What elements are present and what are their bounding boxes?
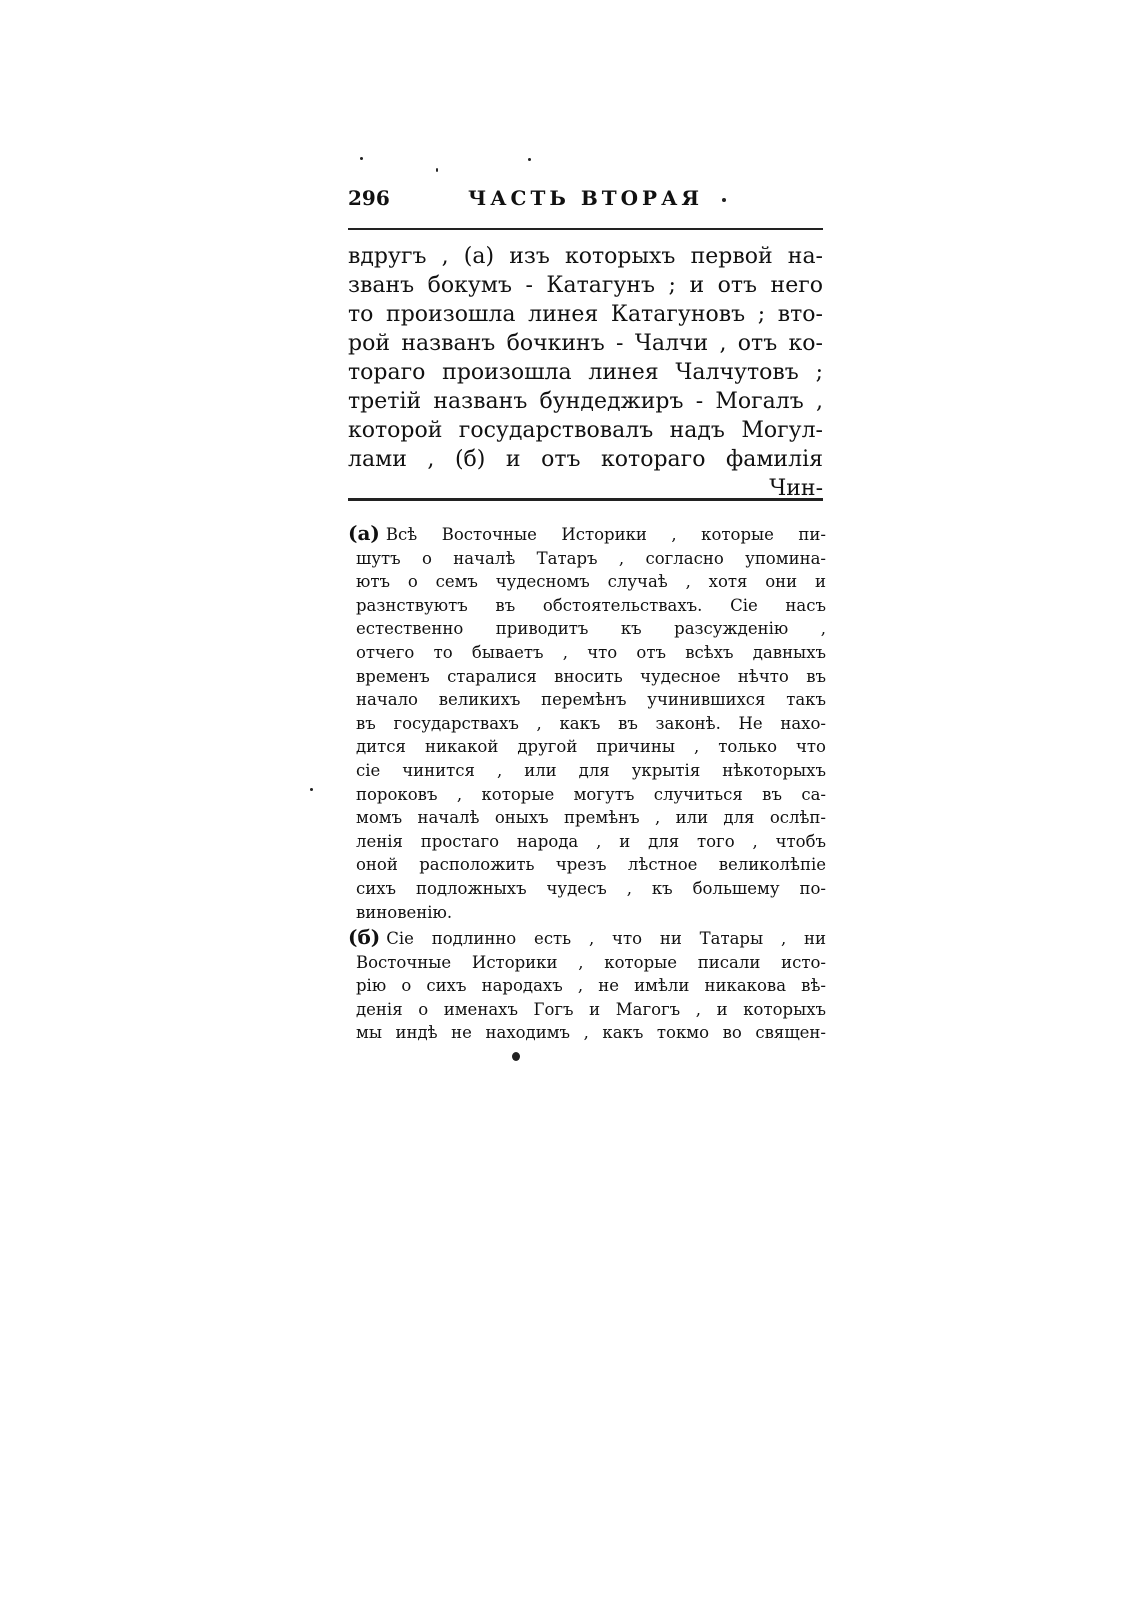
ink-speck: [436, 168, 438, 172]
main-text-line: лами , (б) и отъ котораго фамилія: [348, 447, 823, 472]
footnote-b: [348, 926, 826, 1045]
footnote-line: момъ началѣ оныхъ премѣнъ , или для ослѣп-: [356, 808, 826, 828]
ink-speck: [512, 1052, 520, 1061]
footnote-line: ютъ о семъ чудесномъ случаѣ , хотя они и: [356, 572, 826, 592]
footnote-line: отчего то бываетъ , что отъ всѣхъ давныхъ: [356, 642, 826, 662]
footnote-line: шутъ о началѣ Татаръ , согласно упомина-: [356, 548, 826, 568]
ink-speck: [310, 788, 313, 791]
catchword: Чин-: [769, 476, 823, 501]
footnote-line: въ государствахъ , какъ въ законѣ. Не нахо-: [356, 713, 826, 733]
footnote-line: виновенію.: [356, 902, 453, 922]
running-head: ЧАСТЬ ВТОРАЯ: [468, 186, 703, 210]
footnote-line: пороковъ , которые могутъ случиться въ са-: [356, 784, 826, 804]
footnote-line: [348, 522, 826, 547]
footnote-line: оной расположить чрезъ лѣстное великолѣпіе: [356, 855, 826, 875]
footnote-line: денія о именахъ Гогъ и Магогъ , и которыхъ: [356, 999, 826, 1019]
footnote-line: естественно приводитъ къ разсужденію ,: [356, 619, 826, 639]
ink-speck: [360, 157, 363, 160]
header-rule: [348, 228, 823, 230]
footnote-rule: [348, 498, 823, 501]
main-text-line: тораго произошла линея Чалчутовъ ;: [348, 360, 823, 385]
footnote-line: временъ старалися вносить чудесное нѣчто въ: [356, 666, 826, 686]
main-text-line: то произошла линея Катагуновъ ; вто-: [348, 302, 823, 327]
page-number: 296: [348, 186, 390, 210]
footnote-text: Сіе подлинно есть , что ни Татары , ни: [386, 929, 826, 949]
footnote-line: мы индѣ не находимъ , какъ токмо во священ-: [356, 1023, 826, 1043]
footnote-line: рію о сихъ народахъ , не имѣли никакова вѣ-: [356, 976, 826, 996]
page-header: [348, 186, 828, 216]
footnote-line: разнствуютъ въ обстоятельствахъ. Сіе насъ: [356, 595, 826, 615]
ink-speck: [722, 198, 726, 202]
footnote-line: начало великихъ перемѣнъ учинившихся такъ: [356, 690, 826, 710]
footnote-text: Всѣ Восточные Историки , которые пи-: [385, 525, 826, 544]
footnote-line: [348, 926, 826, 951]
footnotes: [348, 522, 826, 1045]
main-text: [348, 242, 823, 503]
main-text-line: рой названъ бочкинъ - Чалчи , отъ ко-: [348, 331, 823, 356]
ink-speck: [528, 158, 531, 161]
footnote-a: [348, 522, 826, 924]
main-text-line: званъ бокумъ - Катагунъ ; и отъ него: [348, 273, 823, 298]
footnote-line: ленія простаго народа , и для того , чтобъ: [356, 831, 826, 851]
footnote-marker: (б): [348, 925, 381, 950]
footnote-line: сіе чинится , или для укрытія нѣкоторыхъ: [356, 760, 826, 780]
main-text-line: третій названъ бундеджиръ - Могалъ ,: [348, 389, 823, 414]
footnote-line: дится никакой другой причины , только что: [356, 737, 826, 757]
footnote-line: сихъ подложныхъ чудесъ , къ большему по-: [356, 878, 826, 898]
footnote-marker: (а): [348, 521, 380, 545]
footnote-line: Восточные Историки , которые писали исто-: [356, 952, 826, 972]
main-text-line: вдругъ , (а) изъ которыхъ первой на-: [348, 244, 823, 269]
main-text-line: которой государствовалъ надъ Могул-: [348, 418, 823, 443]
